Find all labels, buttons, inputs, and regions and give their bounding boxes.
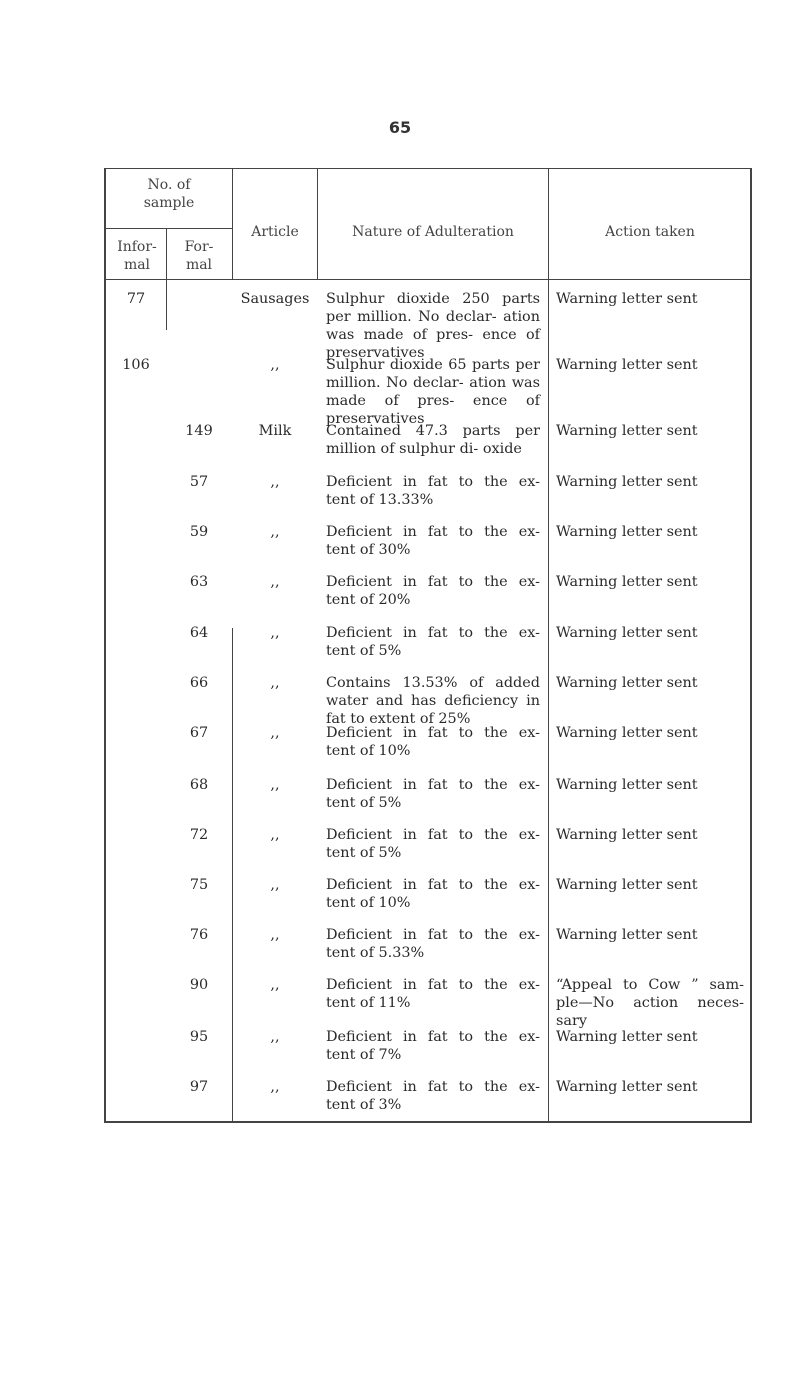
cell-nature: Sulphur dioxide 65 parts per million. No declar- ation was made of pres- ence of preservatives <box>326 357 540 427</box>
cell-article: Milk <box>258 423 292 439</box>
table-left-rule <box>104 168 106 1123</box>
cell-formal: 90 <box>189 977 209 993</box>
table-top-rule <box>104 168 752 169</box>
cell-informal: 106 <box>122 357 150 373</box>
cell-formal: 72 <box>189 827 209 843</box>
nature-action-rule <box>548 168 549 1123</box>
cell-action: Warning letter sent <box>556 877 698 893</box>
sample-article-rule <box>232 168 233 280</box>
cell-formal: 57 <box>189 474 209 490</box>
cell-action: Warning letter sent <box>556 827 698 843</box>
cell-formal: 67 <box>189 725 209 741</box>
cell-article: Sausages <box>240 291 310 307</box>
cell-formal: 66 <box>189 675 209 691</box>
cell-nature: Sulphur dioxide 250 parts per million. No declar- ation was made of pres- ence of preservatives <box>326 291 540 361</box>
cell-nature: Deficient in fat to the ex- tent of 5.33% <box>326 927 540 961</box>
cell-nature: Deficient in fat to the ex- tent of 20% <box>326 574 540 608</box>
cell-action: Warning letter sent <box>556 927 698 943</box>
cell-nature: Deficient in fat to the ex- tent of 10% <box>326 877 540 911</box>
cell-nature: Deficient in fat to the ex- tent of 11% <box>326 977 540 1011</box>
cell-action: Warning letter sent <box>556 625 698 641</box>
cell-action: Warning letter sent <box>556 291 698 307</box>
cell-action: Warning letter sent <box>556 357 698 373</box>
adulteration-table <box>104 168 752 1122</box>
table-bottom-rule <box>104 1121 752 1123</box>
informal-formal-rule <box>166 228 167 279</box>
cell-article: ,, <box>270 777 280 793</box>
cell-formal: 95 <box>189 1029 209 1045</box>
cell-action: Warning letter sent <box>556 1029 698 1045</box>
header-nature: Nature of Adulteration <box>352 224 514 240</box>
header-informal: Infor- mal <box>117 239 157 273</box>
cell-action: Warning letter sent <box>556 574 698 590</box>
cell-action: Warning letter sent <box>556 474 698 490</box>
table-right-rule <box>750 168 752 1123</box>
cell-action: Warning letter sent <box>556 423 698 439</box>
cell-article: ,, <box>270 877 280 893</box>
header-formal: For- mal <box>184 239 214 273</box>
cell-informal: 77 <box>126 291 146 307</box>
cell-nature: Deficient in fat to the ex- tent of 30% <box>326 524 540 558</box>
cell-action: Warning letter sent <box>556 524 698 540</box>
header-action: Action taken <box>605 224 695 240</box>
cell-nature: Contained 47.3 parts per million of sulphur di- oxide <box>326 423 540 457</box>
cell-formal: 64 <box>189 625 209 641</box>
header-no-of-sample: No. of sample <box>143 177 195 211</box>
cell-formal: 63 <box>189 574 209 590</box>
cell-nature: Contains 13.53% of added water and has deficiency in fat to extent of 25% <box>326 675 540 727</box>
cell-article: ,, <box>270 675 280 691</box>
cell-nature: Deficient in fat to the ex- tent of 5% <box>326 625 540 659</box>
cell-nature: Deficient in fat to the ex- tent of 7% <box>326 1029 540 1063</box>
cell-article: ,, <box>270 524 280 540</box>
cell-formal: 76 <box>189 927 209 943</box>
cell-nature: Deficient in fat to the ex- tent of 10% <box>326 725 540 759</box>
header-separator-rule <box>104 279 752 280</box>
cell-action: Warning letter sent <box>556 725 698 741</box>
formal-article-body-rule <box>232 628 233 1123</box>
cell-article: ,, <box>270 625 280 641</box>
cell-article: ,, <box>270 725 280 741</box>
cell-article: ,, <box>270 1029 280 1045</box>
cell-formal: 68 <box>189 777 209 793</box>
cell-action: “Appeal to Cow ” sam- ple—No action neces- sary <box>556 977 744 1029</box>
cell-formal: 149 <box>185 423 213 439</box>
cell-article: ,, <box>270 357 280 373</box>
cell-article: ,, <box>270 1079 280 1095</box>
cell-action: Warning letter sent <box>556 1079 698 1095</box>
cell-article: ,, <box>270 977 280 993</box>
cell-formal: 75 <box>189 877 209 893</box>
cell-article: ,, <box>270 827 280 843</box>
cell-formal: 97 <box>189 1079 209 1095</box>
cell-nature: Deficient in fat to the ex- tent of 5% <box>326 827 540 861</box>
cell-nature: Deficient in fat to the ex- tent of 5% <box>326 777 540 811</box>
cell-action: Warning letter sent <box>556 777 698 793</box>
cell-formal: 59 <box>189 524 209 540</box>
cell-action: Warning letter sent <box>556 675 698 691</box>
sample-subheader-rule <box>106 228 232 229</box>
cell-nature: Deficient in fat to the ex- tent of 13.33% <box>326 474 540 508</box>
page-number: 65 <box>388 118 412 137</box>
informal-formal-body-rule <box>166 280 167 330</box>
header-article: Article <box>251 224 299 240</box>
cell-article: ,, <box>270 474 280 490</box>
cell-nature: Deficient in fat to the ex- tent of 3% <box>326 1079 540 1113</box>
cell-article: ,, <box>270 574 280 590</box>
cell-article: ,, <box>270 927 280 943</box>
